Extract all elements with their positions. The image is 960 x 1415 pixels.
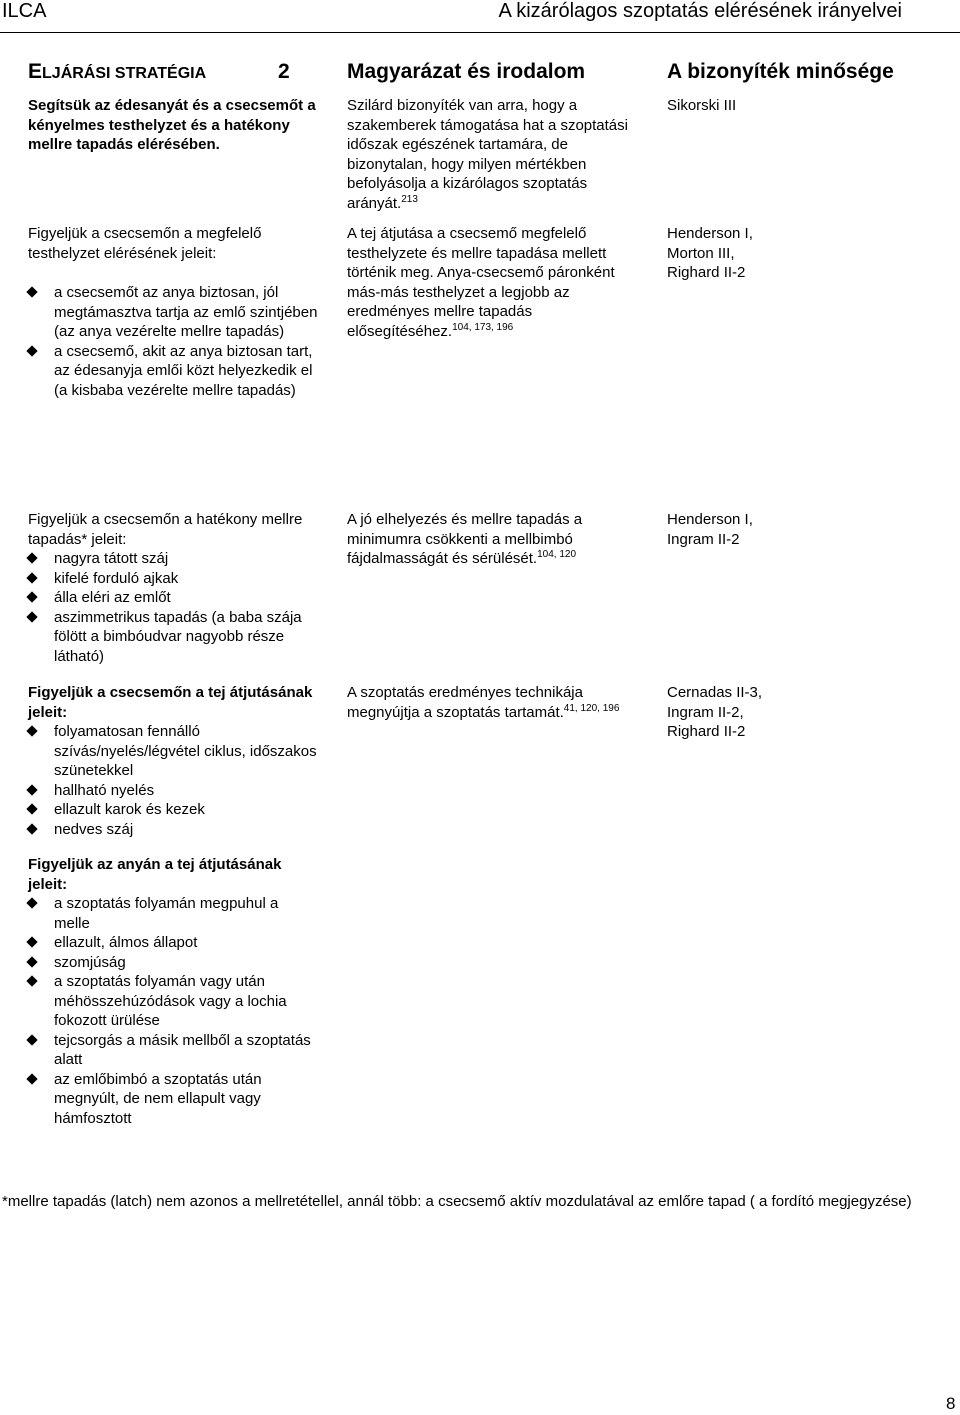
diamond-bullet-icon	[26, 975, 37, 986]
list-item: a szoptatás folyamán vagy után méhösszehúzódások vagy a lochia fokozott ürülése	[28, 972, 318, 1031]
diamond-bullet-icon	[26, 725, 37, 736]
diamond-bullet-icon	[26, 611, 37, 622]
strategy-heading-rest: LJÁRÁSI STRATÉGIA	[42, 65, 207, 82]
strategy-heading-initial: E	[28, 60, 43, 83]
list-item: folyamatosan fennálló szívás/nyelés/légvétel ciklus, időszakos szünetekkel	[28, 722, 318, 781]
explanation-body: A jó elhelyezés és mellre tapadás a minimumra csökkenti a mellbimbó fájdalmasságát és sérülését.	[347, 511, 583, 567]
evidence-text	[667, 683, 927, 742]
diamond-bullet-icon	[26, 936, 37, 947]
column-heading-strategy	[28, 60, 290, 86]
list-item: ellazult karok és kezek	[28, 800, 318, 820]
evidence-text	[667, 224, 927, 283]
list-item: nedves száj	[28, 820, 318, 840]
positioning-signs-block	[28, 224, 318, 400]
page-number: 8	[946, 1394, 956, 1413]
diamond-bullet-icon	[26, 956, 37, 967]
explanation-text	[347, 683, 637, 722]
strategy-number: 2	[278, 60, 290, 83]
diamond-bullet-icon	[26, 591, 37, 602]
list-item: tejcsorgás a másik mellből a szoptatás alatt	[28, 1031, 318, 1070]
list-item: hallható nyelés	[28, 781, 318, 801]
reference-numbers: 104, 173, 196	[452, 321, 514, 333]
bullet-list	[28, 894, 318, 1128]
diamond-bullet-icon	[26, 897, 37, 908]
header-left: ILCA	[2, 0, 47, 22]
list-item: álla eléri az emlőt	[28, 588, 318, 608]
block-intro: Figyeljük a csecsemőn a hatékony mellre tapadás* jeleit:	[28, 511, 303, 548]
diamond-bullet-icon	[26, 552, 37, 563]
header-title: A kizárólagos szoptatás elérésének irányelvei	[498, 0, 902, 22]
evidence-line: Morton III,	[667, 244, 735, 262]
list-item: nagyra tátott száj	[28, 549, 318, 569]
explanation-text	[347, 96, 637, 213]
milk-transfer-mother-block	[28, 855, 318, 1128]
diamond-bullet-icon	[26, 803, 37, 814]
column-heading-explanation: Magyarázat és irodalom	[347, 60, 586, 83]
reference-numbers: 213	[401, 193, 418, 205]
explanation-text	[347, 224, 637, 341]
bullet-list	[28, 549, 318, 666]
evidence-text	[667, 510, 927, 549]
footnote: *mellre tapadás (latch) nem azonos a mellretétellel, annál több: a csecsemő aktív mozdulatával az emlőre tapad ( a fordító megjegyzése)	[2, 1193, 912, 1210]
diamond-bullet-icon	[26, 1073, 37, 1084]
explanation-body: A tej átjutása a csecsemő megfelelő testhelyzete és mellre tapadása mellett történik meg. Anya-csecsemő páronként más-más testhelyzet a legjobb az eredményes mellre tapadás elősegítéséhez.	[347, 225, 615, 340]
latch-signs-block	[28, 510, 318, 666]
block-intro: Figyeljük az anyán a tej átjutásának jeleit:	[28, 856, 282, 893]
header-divider	[0, 32, 960, 33]
bullet-list	[28, 283, 318, 400]
bullet-list	[28, 722, 318, 839]
block-intro: Figyeljük a csecsemőn a megfelelő testhelyzet elérésének jeleit:	[28, 225, 262, 262]
diamond-bullet-icon	[26, 345, 37, 356]
evidence-line: Righard II-2	[667, 264, 746, 281]
reference-numbers: 41, 120, 196	[563, 702, 620, 714]
diamond-bullet-icon	[26, 572, 37, 583]
list-item: az emlőbimbó a szoptatás után megnyúlt, de nem ellapult vagy hámfosztott	[28, 1070, 318, 1129]
explanation-body: A szoptatás eredményes technikája megnyújtja a szoptatás tartamát.	[347, 684, 583, 721]
milk-transfer-infant-block	[28, 683, 318, 839]
list-item: aszimmetrikus tapadás (a baba szája fölött a bimbóudvar nagyobb része látható)	[28, 608, 318, 667]
evidence-line: Ingram II-2,	[667, 703, 744, 721]
list-item: a csecsemőt az anya biztosan, jól megtámasztva tartja az emlő szintjében (az anya vezérelte mellre tapadás)	[28, 283, 318, 342]
column-heading-evidence: A bizonyíték minősége	[667, 60, 894, 83]
explanation-text	[347, 510, 637, 569]
list-item: ellazult, álmos állapot	[28, 933, 318, 953]
list-item: a szoptatás folyamán megpuhul a melle	[28, 894, 318, 933]
explanation-body: Szilárd bizonyíték van arra, hogy a szakemberek támogatása hat a szoptatási időszak egészének tartamára, de bizonytalan, hogy milyen mértékben befolyásolja a kizárólagos szoptatás arányát.	[347, 97, 628, 212]
list-item: szomjúság	[28, 953, 318, 973]
evidence-line: Henderson I,	[667, 225, 753, 242]
evidence-line: Henderson I,	[667, 511, 753, 528]
diamond-bullet-icon	[26, 286, 37, 297]
list-item: kifelé forduló ajkak	[28, 569, 318, 589]
evidence-text: Sikorski III	[667, 97, 737, 114]
reference-numbers: 104, 120	[537, 549, 577, 560]
block-intro: Figyeljük a csecsemőn a tej átjutásának jeleit:	[28, 684, 313, 721]
diamond-bullet-icon	[26, 784, 37, 795]
diamond-bullet-icon	[26, 1034, 37, 1045]
strategy-text: Segítsük az édesanyát és a csecsemőt a kényelmes testhelyzet és a hatékony mellre tapadás elérésében.	[28, 97, 316, 153]
evidence-line: Righard II-2	[667, 723, 746, 740]
diamond-bullet-icon	[26, 823, 37, 834]
list-item: a csecsemő, akit az anya biztosan tart, az édesanyja emlői közt helyezkedik el (a kisbaba vezérelte mellre tapadás)	[28, 342, 318, 401]
evidence-line: Ingram II-2	[667, 530, 740, 548]
evidence-line: Cernadas II-3,	[667, 684, 763, 701]
